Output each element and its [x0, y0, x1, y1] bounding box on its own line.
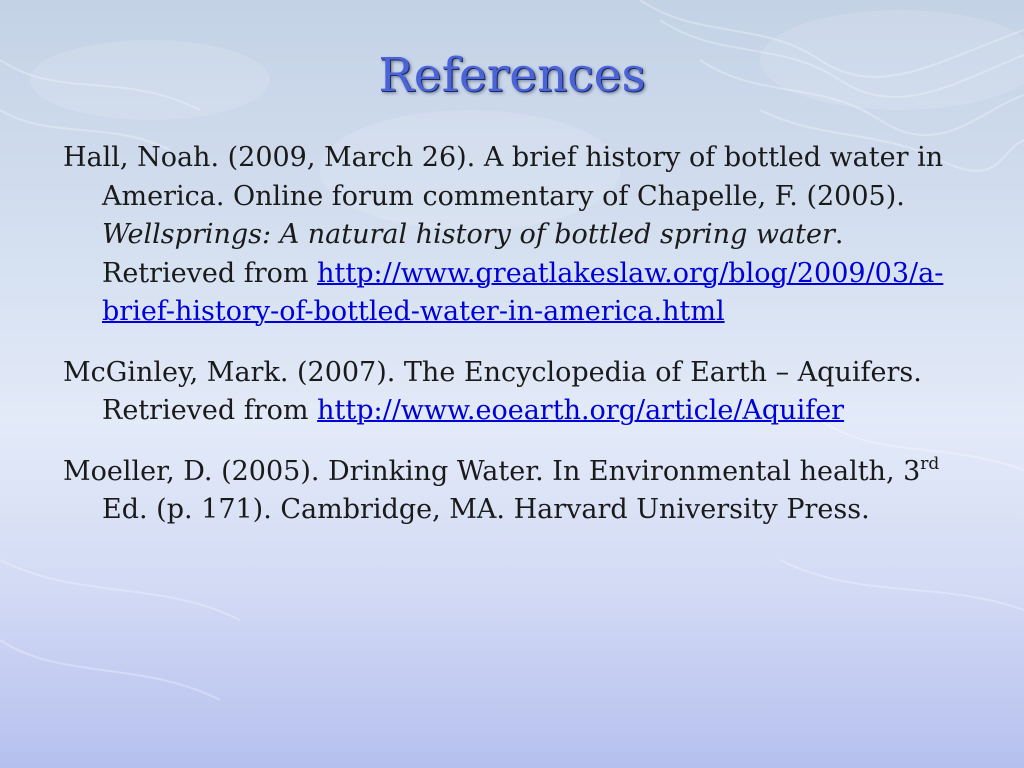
reference-text: Moeller, D. (2005). Drinking Water. In Environmental health, 3	[63, 455, 921, 487]
reference-text: . Retrieved from	[102, 219, 844, 289]
reference-text: Hall, Noah. (2009, March 26). A brief history of bottled water in America. Online forum commentary of Chapelle, F. (2005).	[63, 142, 944, 212]
references-list	[63, 139, 968, 552]
reference-item-moeller	[63, 453, 968, 530]
reference-item-hall	[63, 139, 968, 332]
reference-link[interactable]: http://www.eoearth.org/article/Aquifer	[317, 395, 845, 426]
slide-title: References	[378, 48, 646, 103]
reference-text: McGinley, Mark. (2007). The Encyclopedia of Earth – Aquifers. Retrieved from	[63, 356, 922, 426]
reference-item-mcginley	[63, 354, 968, 431]
reference-text: Ed. (p. 171). Cambridge, MA. Harvard University Press.	[102, 494, 870, 525]
reference-link[interactable]: http://www.greatlakeslaw.org/blog/2009/03/a-brief-history-of-bottled-water-in-america.html	[102, 257, 944, 327]
reference-book-title: Wellsprings: A natural history of bottled spring water	[102, 219, 835, 250]
ordinal-superscript: rd	[920, 453, 940, 474]
